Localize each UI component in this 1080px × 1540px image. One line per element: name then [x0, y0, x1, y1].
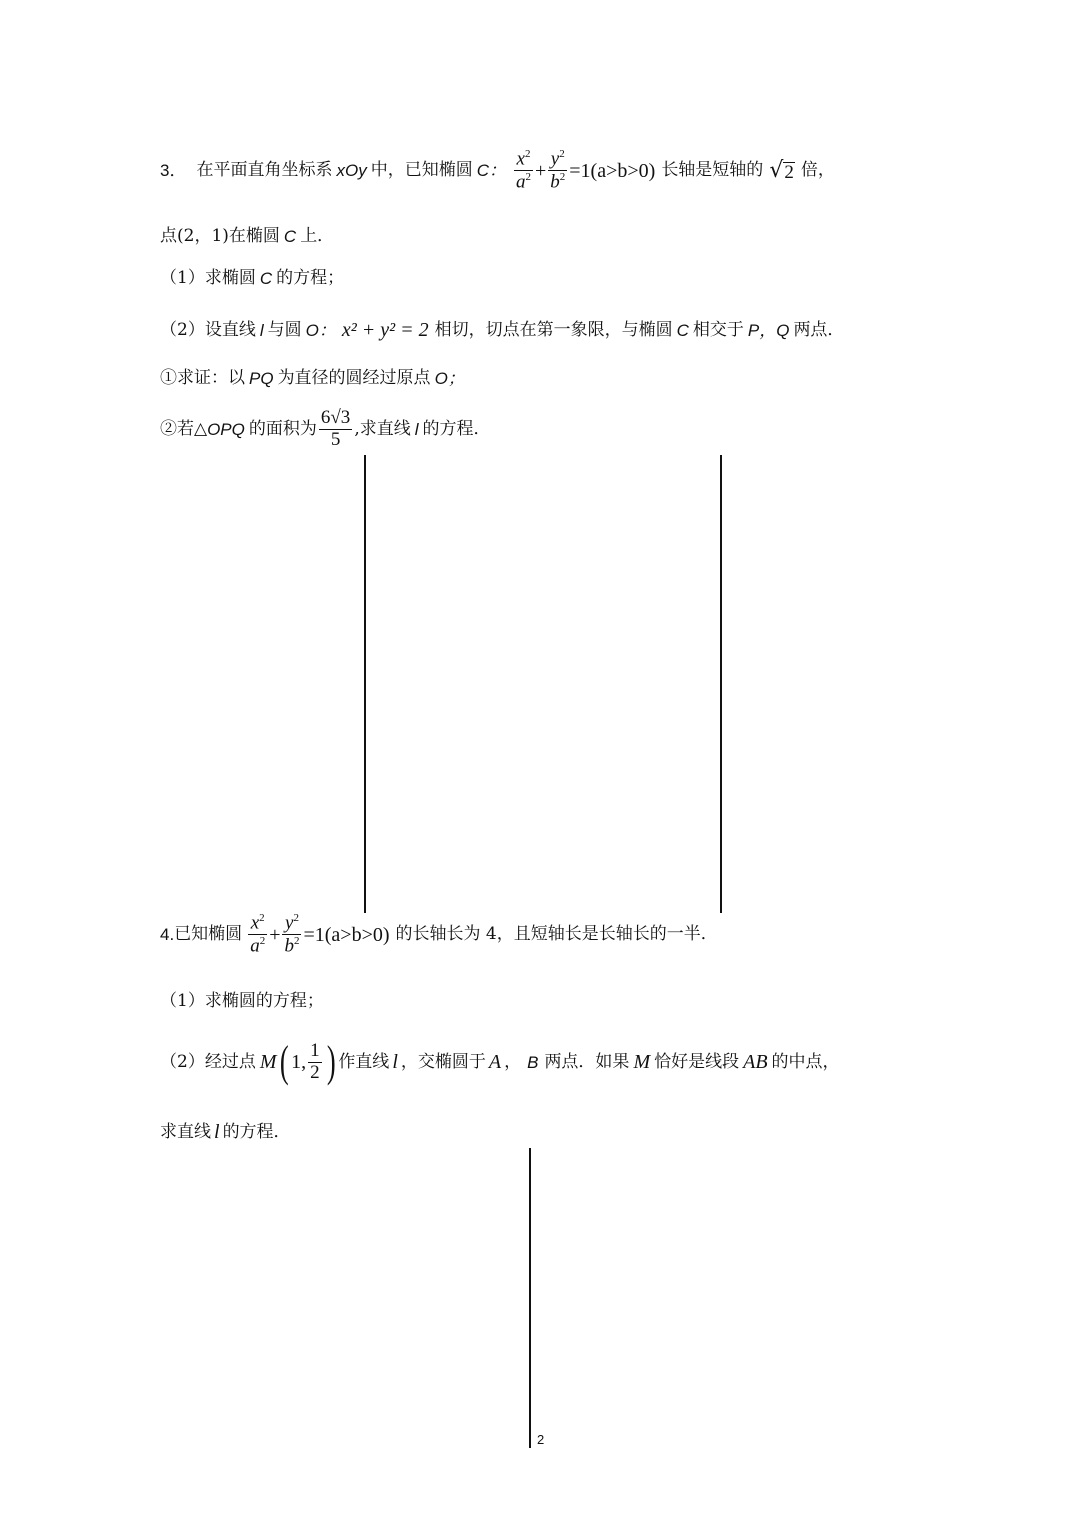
q3-sub2: ②若△ OPQ 的面积为 $\frac{6√3}{5}$ ,求直线 l 的方程． — [160, 407, 491, 450]
q3-sub1: ①求证：以 PQ 为直径的圆经过原点 O； — [160, 368, 465, 388]
q3-stem-line2: 点(2，1)在椭圆 C 上． — [160, 226, 335, 246]
q3-eq-rhs: =1(a>b>0) — [569, 159, 656, 182]
frac-x2-a2-q4: $\frac{x^2}{a^2}$ — [250, 912, 266, 957]
q3-stem-line1: 3． 在平面直角坐标系 xOy 中，已知椭圆 C： $\frac{x^2}{a^2}$ + $\frac{y^2}{b^2}$ =1(a>b>0) 长轴是短轴的 √ 2 倍， — [160, 148, 835, 193]
divider-line-left — [364, 455, 366, 913]
frac-x2-a2: $\frac{x^2}{a^2}$ — [515, 148, 531, 193]
q4-part1: （1）求椭圆的方程； — [160, 991, 324, 1011]
frac-y2-b2-q4: $\frac{y^2}{b^2}$ — [284, 912, 300, 957]
circle-equation: x² + y² = 2 — [341, 319, 429, 341]
q4-part2: （2）经过点 M ( 1, $\frac{1}{2}$ ) 作直线 l ，交椭圆于 A ， B 两点．如果 M 恰好是线段 AB 的中点， — [160, 1037, 840, 1086]
q4-stem: 4. 已知椭圆 $\frac{x^2}{a^2}$ + $\frac{y^2}{b^2}$ =1(a>b>0) 的长轴长为 4，且短轴长是长轴长的一半． — [160, 912, 718, 957]
q4-last-line: 求直线 l 的方程． — [160, 1121, 291, 1143]
sqrt-2: √ 2 — [769, 157, 794, 183]
q4-eq-rhs: =1(a>b>0) — [303, 923, 390, 946]
right-paren: ) — [326, 1037, 336, 1086]
page-number: 2 — [537, 1432, 545, 1447]
divider-line-right — [720, 455, 722, 913]
divider-line-bottom — [529, 1148, 531, 1448]
q3-part1: （1）求椭圆 C 的方程； — [160, 268, 345, 288]
q3-part2: （2）设直线 l 与圆 O： x² + y² = 2 相切，切点在第一象限，与椭圆 C 相交于 P，Q 两点． — [160, 319, 845, 341]
q4-number: 4. — [160, 925, 175, 945]
q3-number: 3． — [160, 161, 187, 181]
frac-y2-b2: $\frac{y^2}{b^2}$ — [550, 148, 566, 193]
frac-half: $\frac{1}{2}$ — [310, 1039, 320, 1083]
left-paren: ( — [279, 1037, 289, 1086]
frac-area: $\frac{6√3}{5}$ — [320, 407, 351, 450]
